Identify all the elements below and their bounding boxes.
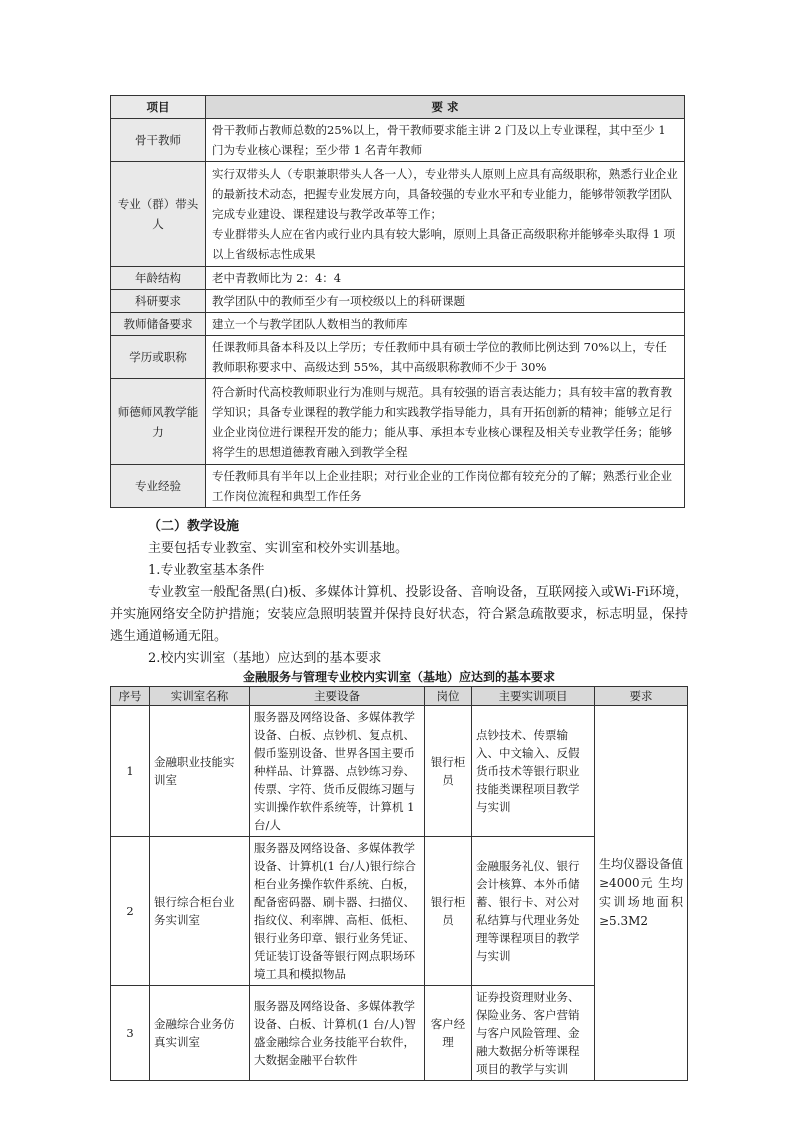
table-row [111,290,685,313]
table-row [111,379,685,465]
row-requirement: 任课教师具备本科及以上学历；专任教师中具有硕士学位的教师比例达到 70%以上，专任教师职称要求中、高级达到 55%，其中高级职称教师不少于 30% [206,336,685,379]
section-heading: （二）教学设施 [148,519,240,534]
table-row [111,267,685,290]
row-item: 学历或职称 [111,336,206,379]
row-no: 2 [111,837,150,986]
row-no: 1 [111,706,150,837]
row-requirement: 教学团队中的教师至少有一项校级以上的科研课题 [206,290,685,313]
requirement-paragraph: 专业群带头人应在省内或行业内具有较大影响，原则上具备正高级职称并能够牵头取得 1 项以上省级标志性成果 [212,227,676,261]
requirement-paragraph: 实行双带头人（专职兼职带头人各一人），专业带头人原则上应具有高级职称，熟悉行业企业的最新技术动态，把握专业发展方向，具备较强的专业水平和专业能力，能够带领教学团队完成专业建设、课程建设与教学改革等工作； [212,167,678,221]
table-row [111,119,685,162]
table-row [111,336,685,379]
row-post: 银行柜员 [425,837,472,986]
table-caption: 金融服务与管理专业校内实训室（基地）应达到的基本要求 [242,670,555,684]
table-header-row [111,687,688,706]
row-requirement: 老中青教师比为 2：4：4 [206,267,685,290]
row-equipment: 服务器及网络设备、多媒体教学设备、计算机(1 台/人)银行综合柜台业务操作软件系统、白板，配备密码器、刷卡器、扫描仪、指纹仪、利率牌、高柜、低柜、银行业务印章、银行业务凭证、凭证装订设备等银行网点职场环境工具和模拟物品 [250,837,425,986]
row-post: 银行柜员 [425,706,472,837]
header-post: 岗位 [425,687,472,706]
header-projects: 主要实训项目 [472,687,595,706]
row-post: 客户经理 [425,986,472,1081]
header-requirement: 要求 [595,687,688,706]
row-equipment: 服务器及网络设备、多媒体教学设备、白板、点钞机、复点机、假币鉴别设备、世界各国主要币种样品、计算器、点钞练习券、传票、字符、货币反假练习题与实训操作软件系统等，计算机 1 台/人 [250,706,425,837]
row-item: 年龄结构 [111,267,206,290]
subheading-classroom: 1.专业教室基本条件 [148,563,265,578]
row-requirement: 专任教师具有半年以上企业挂职；对行业企业的工作岗位都有较充分的了解；熟悉行业企业工作岗位流程和典型工作任务 [206,465,685,508]
table-row [111,706,688,837]
row-room-name: 金融综合业务仿真实训室 [150,986,250,1081]
row-item: 教师储备要求 [111,313,206,336]
row-equipment: 服务器及网络设备、多媒体教学设备、白板、计算机(1 台/人)智盛金融综合业务技能平台软件，大数据金融平台软件 [250,986,425,1081]
intro-paragraph: 主要包括专业教室、实训室和校外实训基地。 [148,541,409,556]
row-projects: 点钞技术、传票输入、中文输入、反假货币技术等银行职业技能类课程项目教学与实训 [472,706,595,837]
header-equipment: 主要设备 [250,687,425,706]
subheading-training-room: 2.校内实训室（基地）应达到的基本要求 [148,651,382,666]
requirement-cell: 生均仪器设备值≥4000元 生均实训场地面积≥5.3M2 [595,706,688,1081]
row-item: 科研要求 [111,290,206,313]
row-requirement: 骨干教师占教师总数的25%以上，骨干教师要求能主讲 2 门及以上专业课程，其中至少 1 门为专业核心课程；至少带 1 名青年教师 [206,119,685,162]
table-row [111,162,685,267]
row-projects: 金融服务礼仪、银行会计核算、本外币储蓄、银行卡、对公对私结算与代理业务处理等课程项目的教学与实训 [472,837,595,986]
row-item: 专业经验 [111,465,206,508]
table-header-row [111,96,685,119]
row-item-text: 专业（群）带头人 [117,197,199,231]
row-requirement: 符合新时代高校教师职业行为准则与规范。具有较强的语言表达能力；具有较丰富的教育教学知识；具备专业课程的教学能力和实践教学指导能力，具有开拓创新的精神；能够立足行业企业岗位进行课程开发的能力；能从事、承担本专业核心课程及相关专业教学任务；能够将学生的思想道德教育融入到教学全程 [206,379,685,465]
table-row [111,313,685,336]
table-row [111,465,685,508]
faculty-requirements-table [110,95,685,508]
classroom-paragraph: 专业教室一般配备黑(白)板、多媒体计算机、投影设备、音响设备，互联网接入或Wi-Fi环境，并实施网络安全防护措施；安装应急照明装置并保持良好状态，符合紧急疏散要求，标志明显，保持逃生通道畅通无阻。 [110,585,688,644]
row-item: 骨干教师 [111,119,206,162]
row-requirement: 建立一个与教学团队人数相当的教师库 [206,313,685,336]
row-item: 师德师风教学能力 [111,379,206,465]
row-no: 3 [111,986,150,1081]
row-item [111,162,206,267]
header-no: 序号 [111,687,150,706]
row-requirement [206,162,685,267]
header-room-name: 实训室名称 [150,687,250,706]
training-room-table [110,686,688,1081]
header-item: 项目 [111,96,206,119]
row-projects: 证券投资理财业务、保险业务、客户营销与客户风险管理、金融大数据分析等课程项目的教学与实训 [472,986,595,1081]
header-requirement: 要 求 [206,96,685,119]
row-room-name: 银行综合柜台业务实训室 [150,837,250,986]
row-room-name: 金融职业技能实训室 [150,706,250,837]
